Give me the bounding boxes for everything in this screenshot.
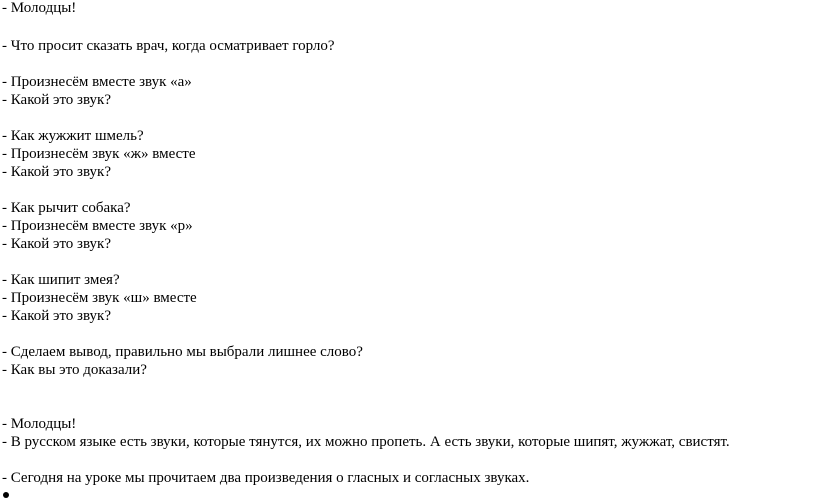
text-line: - Молодцы! [2,416,77,432]
text-line: - В русском языке есть звуки, которые тянутся, их можно пропеть. А есть звуки, которые шипят, жужжат, свистят. [2,434,730,450]
text-line: - Как жужжит шмель? [2,128,144,144]
text-line: - Произнесём вместе звук «а» [2,74,192,90]
text-line: - Какой это звук? [2,236,111,252]
text-line: - Произнесём вместе звук «р» [2,218,193,234]
text-line: - Что просит сказать врач, когда осматривает горло? [2,38,335,54]
text-line: - Как шипит змея? [2,272,120,288]
text-line: - Какой это звук? [2,164,111,180]
text-line: - Произнесём звук «ш» вместе [2,290,197,306]
text-line: - Молодцы! [2,0,77,16]
text-line: - Произнесём звук «ж» вместе [2,146,196,162]
text-line: - Как вы это доказали? [2,362,147,378]
bullet-icon [3,492,9,498]
text-line: - Сделаем вывод, правильно мы выбрали лишнее слово? [2,344,363,360]
text-line: - Какой это звук? [2,308,111,324]
text-line: - Какой это звук? [2,92,111,108]
text-line: - Сегодня на уроке мы прочитаем два произведения о гласных и согласных звуках. [2,470,530,486]
text-line: - Как рычит собака? [2,200,131,216]
